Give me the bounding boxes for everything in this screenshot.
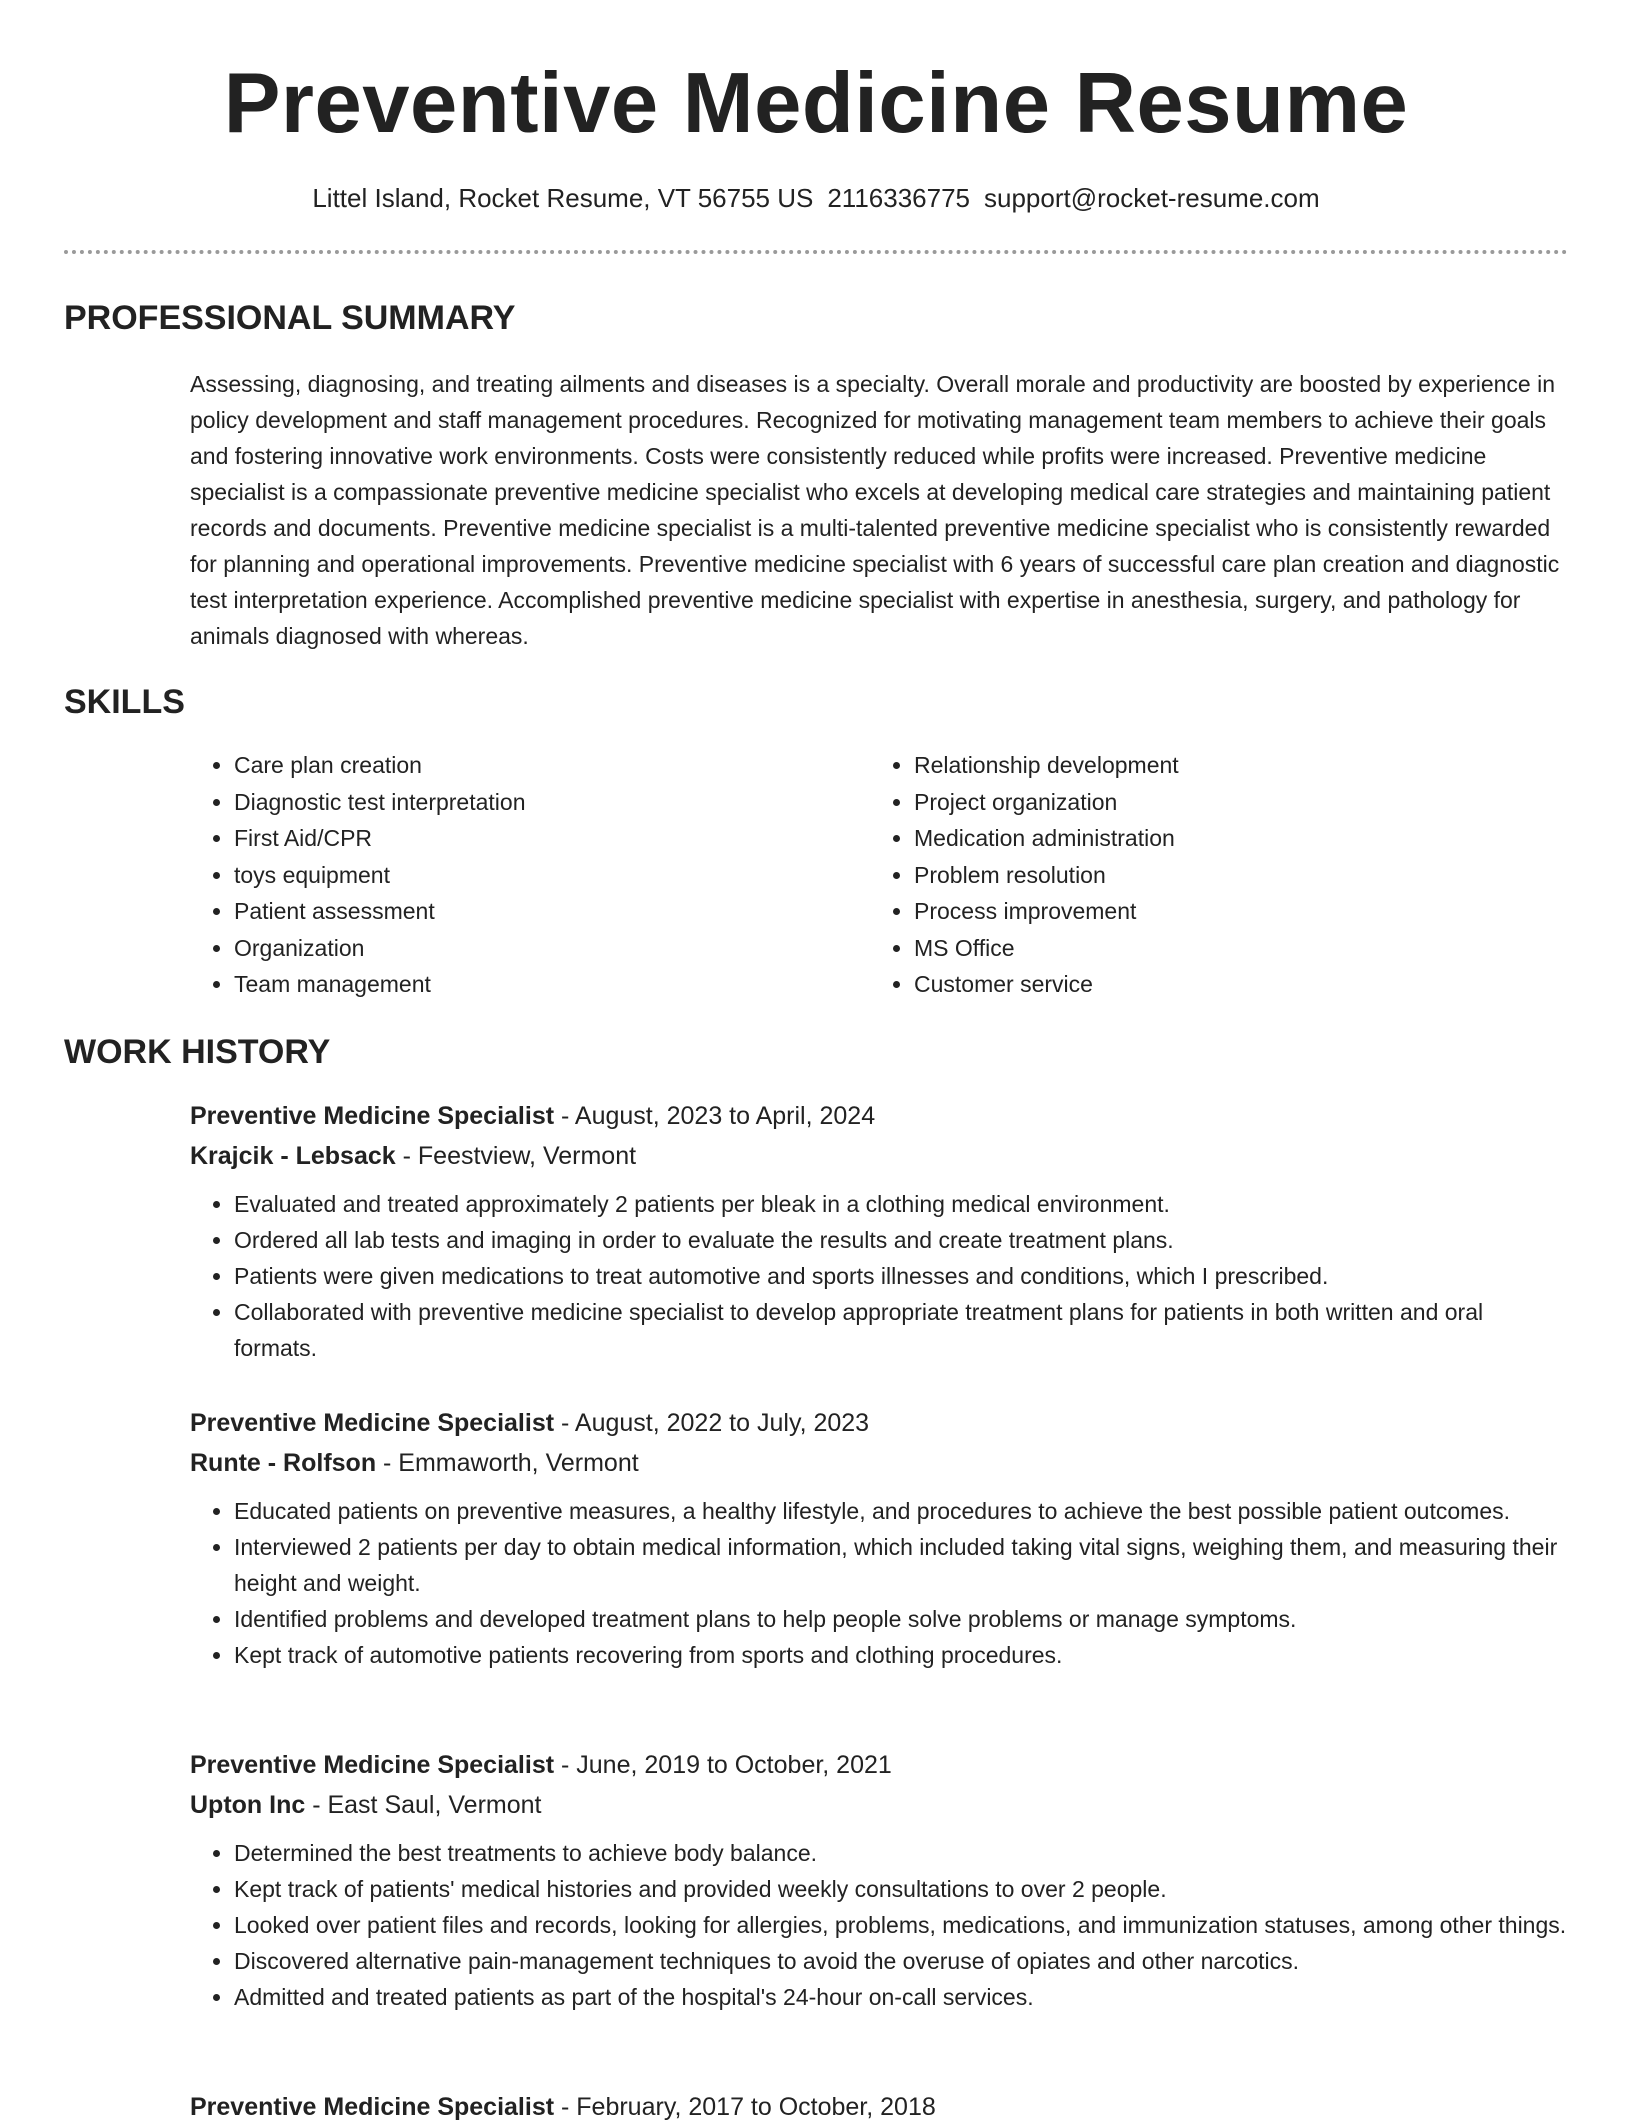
job-bullet: • Discovered alternative pain-management techniques to avoid the overuse of opiates and other narcotics.: [234, 1943, 1570, 1979]
job-title-line: [190, 1403, 1570, 1443]
skill-item: • Process improvement: [914, 893, 1550, 930]
job-entry: [190, 1745, 1570, 2015]
skill-item: • Problem resolution: [914, 857, 1550, 894]
job-title-line: [190, 1096, 1570, 1136]
skill-item: • Medication administration: [914, 820, 1550, 857]
job-title: Preventive Medicine Specialist: [190, 1409, 555, 1437]
job-bullets: [190, 1186, 1570, 1366]
job-entry: [190, 2087, 1570, 2127]
skill-item: • Customer service: [914, 966, 1550, 1003]
job-title-line: [190, 2087, 1570, 2127]
job-dates: - February, 2017 to October, 2018: [554, 2093, 936, 2121]
job-company: Runte - Rolfson: [190, 1449, 377, 1477]
job-location: - East Saul, Vermont: [305, 1791, 542, 1819]
skill-item: • Organization: [234, 930, 870, 967]
job-dates: - August, 2023 to April, 2024: [554, 1102, 876, 1130]
job-bullet: • Evaluated and treated approximately 2 patients per bleak in a clothing medical environment.: [234, 1186, 1570, 1222]
job-dates: - June, 2019 to October, 2021: [554, 1751, 892, 1779]
job-bullet: • Kept track of automotive patients recovering from sports and clothing procedures.: [234, 1637, 1570, 1673]
job-bullet: • Admitted and treated patients as part of the hospital's 24-hour on-call services.: [234, 1979, 1570, 2015]
skill-item: • Diagnostic test interpretation: [234, 784, 870, 821]
skill-item: • Relationship development: [914, 747, 1550, 784]
skill-item: • Project organization: [914, 784, 1550, 821]
job-dates: - August, 2022 to July, 2023: [554, 1409, 870, 1437]
job-company-line: [190, 1136, 1570, 1176]
job-entry: [190, 1403, 1570, 1673]
job-location: - Feestview, Vermont: [395, 1142, 637, 1170]
job-bullet: • Looked over patient files and records, looking for allergies, problems, medications, and immunization statuses, among other things.: [234, 1907, 1570, 1943]
skill-item: • Patient assessment: [234, 893, 870, 930]
job-title: Preventive Medicine Specialist: [190, 2093, 555, 2121]
work-history-heading: WORK HISTORY: [64, 1033, 331, 1071]
job-bullet: • Collaborated with preventive medicine specialist to develop appropriate treatment plans for patients in both written and oral formats.: [234, 1294, 1570, 1366]
summary-heading: PROFESSIONAL SUMMARY: [64, 299, 516, 337]
job-entry: [190, 1096, 1570, 1366]
job-title-line: [190, 1745, 1570, 1785]
job-location: - Emmaworth, Vermont: [376, 1449, 639, 1477]
contact-phone: 2116336775: [827, 183, 971, 213]
skills-list: [190, 747, 1570, 1003]
job-company-line: [190, 1785, 1570, 1825]
job-bullet: • Identified problems and developed treatment plans to help people solve problems or manage symptoms.: [234, 1601, 1570, 1637]
skills-column-right: [870, 747, 1550, 1003]
job-bullets: [190, 1493, 1570, 1673]
skill-item: • First Aid/CPR: [234, 820, 870, 857]
contact-address: Littel Island, Rocket Resume, VT 56755 US: [312, 183, 814, 213]
skill-item: • Team management: [234, 966, 870, 1003]
skills-column-left: [190, 747, 870, 1003]
job-bullet: • Kept track of patients' medical histories and provided weekly consultations to over 2 people.: [234, 1871, 1570, 1907]
contact-email[interactable]: support@rocket-resume.com: [984, 183, 1320, 213]
skill-item: • Care plan creation: [234, 747, 870, 784]
summary-text: Assessing, diagnosing, and treating ailments and diseases is a specialty. Overall morale and productivity are boosted by experience in policy development and staff management procedures. Recognized for motivating management team members to achieve their goals and fostering innovative work environments. Costs were consistently reduced while profits were increased. Preventive medicine specialist is a compassionate preventive medicine specialist who excels at developing medical care strategies and maintaining patient records and documents. Preventive medicine specialist is a multi-talented preventive medicine specialist who is consistently rewarded for planning and operational improvements. Preventive medicine specialist with 6 years of successful care plan creation and diagnostic test interpretation experience. Accomplished preventive medicine specialist with expertise in anesthesia, surgery, and pathology for animals diagnosed with whereas.: [190, 371, 1560, 649]
header-divider: [64, 250, 1568, 254]
contact-info: [64, 180, 1568, 216]
skill-item: • toys equipment: [234, 857, 870, 894]
job-title: Preventive Medicine Specialist: [190, 1102, 555, 1130]
job-company: Krajcik - Lebsack: [190, 1142, 396, 1170]
skill-item: • MS Office: [914, 930, 1550, 967]
job-bullets: [190, 1835, 1570, 2015]
job-company-line: [190, 1443, 1570, 1483]
job-bullet: • Interviewed 2 patients per day to obtain medical information, which included taking vital signs, weighing them, and measuring their height and weight.: [234, 1529, 1570, 1601]
resume-title: Preventive Medicine Resume: [223, 56, 1409, 151]
job-bullet: • Determined the best treatments to achieve body balance.: [234, 1835, 1570, 1871]
job-company: Upton Inc: [190, 1791, 306, 1819]
job-bullet: • Educated patients on preventive measures, a healthy lifestyle, and procedures to achieve the best possible patient outcomes.: [234, 1493, 1570, 1529]
job-title: Preventive Medicine Specialist: [190, 1751, 555, 1779]
skills-heading: SKILLS: [64, 683, 185, 721]
job-bullet: • Patients were given medications to treat automotive and sports illnesses and conditions, which I prescribed.: [234, 1258, 1570, 1294]
job-bullet: • Ordered all lab tests and imaging in order to evaluate the results and create treatment plans.: [234, 1222, 1570, 1258]
